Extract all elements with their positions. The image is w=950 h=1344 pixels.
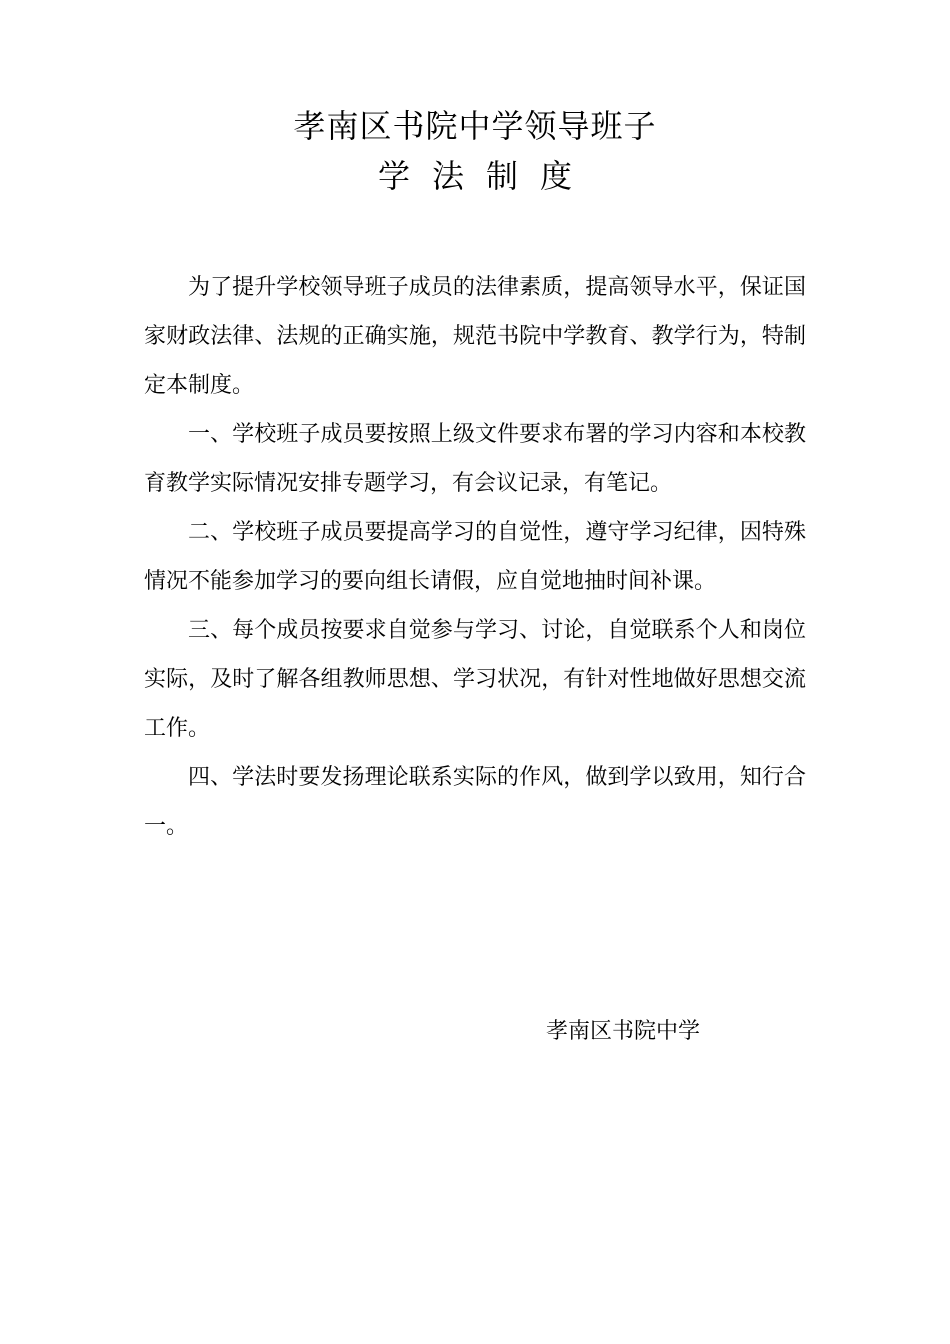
document-body xyxy=(144,263,806,851)
paragraph-rule-3: 三、每个成员按要求自觉参与学习、讨论，自觉联系个人和岗位实际，及时了解各组教师思想、学习状况，有针对性地做好思想交流工作。 xyxy=(144,618,806,741)
paragraph-rule-1: 一、学校班子成员要按照上级文件要求布署的学习内容和本校教育教学实际情况安排专题学习，有会议记录，有笔记。 xyxy=(144,422,806,496)
signature: 孝南区书院中学 xyxy=(546,1019,701,1044)
paragraph-intro: 为了提升学校领导班子成员的法律素质，提高领导水平，保证国家财政法律、法规的正确实施，规范书院中学教育、教学行为，特制定本制度。 xyxy=(144,275,806,398)
paragraph-rule-2: 二、学校班子成员要提高学习的自觉性，遵守学习纪律，因特殊情况不能参加学习的要向组长请假，应自觉地抽时间补课。 xyxy=(144,520,806,594)
paragraph-rule-4: 四、学法时要发扬理论联系实际的作风，做到学以致用，知行合一。 xyxy=(144,765,806,839)
document-title: 孝南区书院中学领导班子 xyxy=(293,107,657,145)
document-subtitle: 学法制度 xyxy=(377,157,594,195)
